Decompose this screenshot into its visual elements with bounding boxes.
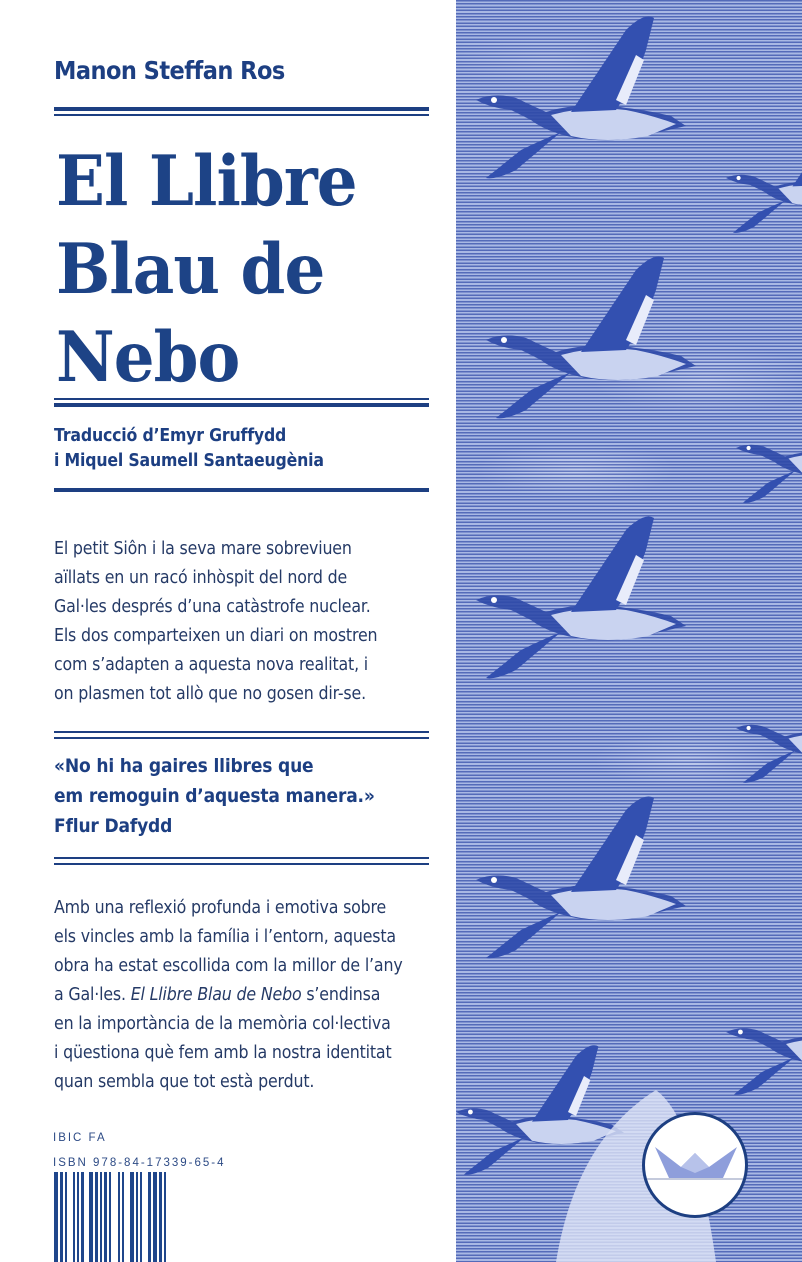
flying-geese-icon	[456, 0, 802, 1262]
synopsis-line: Els dos comparteixen un diari on mostren	[54, 625, 378, 646]
publisher-logo	[642, 1112, 748, 1218]
geese-illustration	[456, 0, 802, 1262]
synopsis-line: Gal·les després d’una catàstrofe nuclear.	[54, 596, 371, 617]
quote-attribution: Fflur Dafydd	[54, 815, 173, 837]
text-span: a Gal·les.	[54, 984, 131, 1005]
rule-quote-top-2	[54, 737, 429, 739]
translator-line: Traducció d’Emyr Gruffydd	[54, 426, 287, 446]
description-line: i qüestiona què fem amb la nostra identitat	[54, 1042, 392, 1063]
translator-credit	[54, 424, 324, 474]
synopsis-line: com s’adapten a aquesta nova realitat, i	[54, 654, 369, 675]
review-quote	[54, 751, 375, 841]
book-title	[56, 138, 379, 402]
rule-translator	[54, 488, 429, 492]
text-span: s’endinsa	[301, 984, 381, 1005]
title-line: Blau de	[56, 229, 325, 310]
rule-title-thick	[54, 403, 429, 407]
synopsis-line: on plasmen tot allò que no gosen dir-se.	[54, 683, 366, 704]
description-line	[54, 980, 403, 1009]
quote-line: «No hi ha gaires llibres que	[54, 755, 314, 777]
rule-quote-bottom-1	[54, 857, 429, 859]
ibic-code: IBIC FA	[53, 1132, 107, 1144]
rule-double-top-thin	[54, 114, 429, 116]
title-line: Nebo	[56, 317, 240, 398]
rule-double-top-thick	[54, 107, 429, 111]
barcode	[54, 1172, 214, 1262]
rule-title-thin	[54, 398, 429, 400]
italic-book-title: El Llibre Blau de Nebo	[130, 984, 302, 1005]
rule-quote-top-1	[54, 731, 429, 733]
description-line: en la importància de la memòria col·lectiva	[54, 1013, 391, 1034]
description-line: Amb una reflexió profunda i emotiva sobre	[54, 897, 387, 918]
quote-line: em remoguin d’aquesta manera.»	[54, 785, 375, 807]
description-line: els vincles amb la família i l’entorn, aquesta	[54, 926, 396, 947]
title-line: El Llibre	[56, 141, 357, 222]
description-line: obra ha estat escollida com la millor de l’any	[54, 955, 403, 976]
description-paragraph	[54, 893, 403, 1096]
rule-quote-bottom-2	[54, 863, 429, 865]
description-line: quan sembla que tot està perdut.	[54, 1071, 315, 1092]
isbn-number: ISBN 978-84-17339-65-4	[53, 1157, 226, 1169]
synopsis-line: El petit Siôn i la seva mare sobreviuen	[54, 538, 352, 559]
author-name: Manon Steffan Ros	[54, 56, 285, 85]
synopsis-line: aïllats en un racó inhòspit del nord de	[54, 567, 348, 588]
translator-line: i Miquel Saumell Santaeugènia	[54, 451, 324, 471]
paper-boat-icon	[645, 1115, 745, 1215]
synopsis-paragraph	[54, 534, 377, 708]
